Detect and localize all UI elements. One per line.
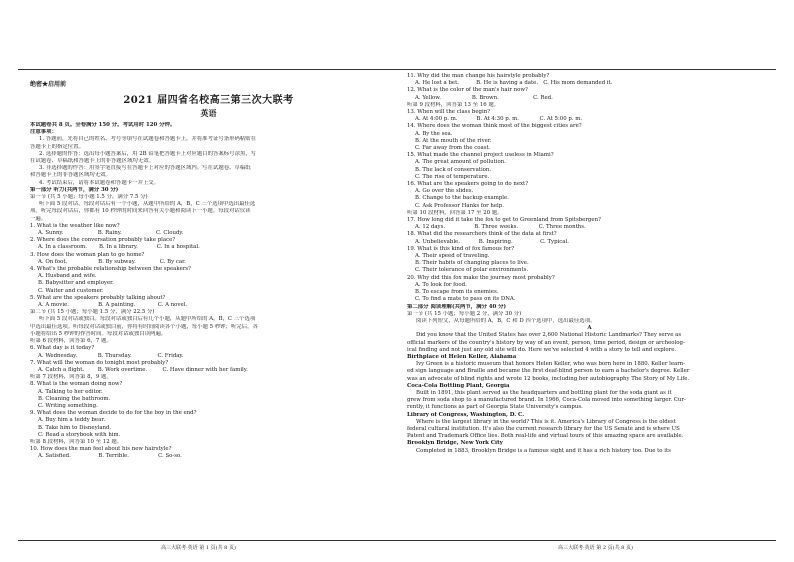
question-10-options: A. Satisfied. B. Terrible. C. So-so. bbox=[38, 453, 182, 460]
intro-line: 和答题卡上的非答题区域均无效。 bbox=[30, 172, 111, 179]
part2-directions: 阅读下列短文，从每题所给的 A，B，C 和 D 四个选项中，选出最佳选项。 bbox=[416, 317, 596, 324]
material-label: 听第 9 段材料，回答第 13 至 16 题。 bbox=[407, 101, 500, 108]
question-18: 18. What did the researchers think of the data at first? bbox=[407, 231, 557, 238]
question-19-option: A. Their speed of traveling. bbox=[415, 253, 490, 260]
passage-line: Where is the largest library in the world? This is it. America's Library of Congress is the oldest bbox=[416, 418, 676, 425]
question-2: 2. Where does the conversation probably take place? bbox=[30, 237, 176, 244]
part2-heading: 第二部分 阅读理解(共两节，满分 40 分) bbox=[407, 303, 507, 310]
question-2-options: A. In a classroom. B. In a library. C. In a hospital. bbox=[38, 244, 200, 251]
intro-line: 注意事项： bbox=[30, 129, 57, 136]
confidential-mark: 绝密★启用前 bbox=[30, 81, 67, 88]
material-label: 听第 6 段材料，回答第 6，7 题。 bbox=[30, 338, 112, 345]
intro-line: 本试题卷共 8 页。全卷满分 150 分。考试用时 120 分钟。 bbox=[30, 122, 176, 128]
question-11-options: A. He lost a bet. B. He is having a date. C. His mom demanded it. bbox=[415, 80, 613, 87]
intro-line: 3. 非选择题的作答：用签字笔直接写在答题卡上对应的答题区域内。写在试题卷、草稿纸 bbox=[39, 165, 251, 172]
question-4: 4. What's the probable relationship between the speakers? bbox=[30, 266, 192, 273]
question-1: 1. What is the weather like now? bbox=[30, 222, 120, 229]
passage-line: was an advocate of blind rights and wrote 12 books, including her autobiography The Story of My Life. bbox=[407, 375, 690, 382]
passage-line: rently, it functions as part of Georgia State University's campus. bbox=[407, 404, 583, 411]
question-20: 20. Why did this fox make the journey most probably? bbox=[407, 274, 555, 281]
question-9: 9. What does the woman decide to do for the boy in the end? bbox=[30, 410, 197, 417]
passage-label: A bbox=[587, 325, 592, 332]
part1-heading: 第一部分 听力(共两节，满分 30 分) bbox=[30, 186, 119, 193]
passage-line: Built in 1891, this plant served as the headquarters and bottling plant for the soda giant as it bbox=[416, 389, 672, 396]
passage-subheading: Brooklyn Bridge, New York City bbox=[407, 440, 503, 447]
section2-directions: 听下面 5 段对话或独白。每段对话或独白后有几个小题，从题中所给的 A，B，C 三个选项 bbox=[39, 316, 256, 323]
passage-subheading: Library of Congress, Washington, D. C. bbox=[407, 411, 525, 418]
question-8: 8. What is the woman doing now? bbox=[30, 381, 123, 388]
question-16-option: C. Ask Professor Hanks for help. bbox=[415, 202, 504, 209]
passage-line: federal cultural institution. It's also the current research library for the US Senate and is where US bbox=[407, 425, 680, 432]
page-footer-2: 高三大联考·英语 第 2 页(共 8 页) bbox=[558, 545, 633, 551]
passage-line: Patent and Trademark Office lies. Both real-life and virtual tours of this amazing space are available. bbox=[407, 433, 684, 440]
material-label: 听第 7 段材料，回答第 8，9 题。 bbox=[30, 374, 112, 381]
question-9-option: C. Read a storybook with him. bbox=[38, 431, 121, 438]
question-18-options: A. Unbelievable. B. Inspiring. C. Typical. bbox=[415, 238, 569, 245]
intro-line: 2. 选择题的作答：选出每小题答案后，用 2B 铅笔把答题卡上对应题目的答案标号涂黑，写 bbox=[39, 150, 257, 157]
question-16-option: A. Go over the slides. bbox=[415, 188, 474, 195]
question-7-options: A. Catch a flight. B. Work overtime. C. Have dinner with her family. bbox=[38, 366, 248, 373]
question-3: 3. How does the woman plan to go home? bbox=[30, 251, 145, 258]
question-1-options: A. Sunny. B. Rainy. C. Cloudy. bbox=[38, 230, 184, 237]
intro-line: 1. 答题前，先将自己的姓名、考号等填写在试题卷和答题卡上，并将准考证号条形码粘贴在 bbox=[39, 136, 257, 143]
question-13-options: A. At 4:00 p. m. B. At 4:30 p. m. C. At 5:00 p. m. bbox=[415, 116, 583, 123]
question-17-options: A. 12 days. B. Three weeks. C. Three months. bbox=[415, 224, 586, 231]
question-8-option: B. Cleaning the bathroom. bbox=[38, 395, 111, 402]
question-20-option: C. To find a mate to pass on its DNA. bbox=[415, 296, 516, 303]
question-6-options: A. Wednesday. B. Thursday. C. Friday. bbox=[38, 352, 184, 359]
section1-directions: 一遍。 bbox=[30, 215, 47, 222]
intro-line: 4. 考试结束后，请将本试题卷和答题卡一并上交。 bbox=[39, 179, 160, 186]
question-9-option: A. Buy him a teddy bear. bbox=[38, 417, 106, 424]
question-12-options: A. Yellow. B. Brown. C. Red. bbox=[415, 94, 553, 101]
question-14-option: A. By the sea. bbox=[415, 130, 453, 137]
question-20-option: B. To escape from its enemies. bbox=[415, 289, 499, 296]
question-16-option: B. Change to the backup example. bbox=[415, 195, 509, 202]
question-6: 6. What day is it today? bbox=[30, 345, 95, 352]
question-15-option: A. The great amount of pollution. bbox=[415, 159, 506, 166]
question-4-option: A. Husband and wife. bbox=[38, 273, 97, 280]
passage-line: ed sign language and Braille and became the first deaf-blind person to earn a bachelor's degree. Keller bbox=[407, 368, 690, 375]
section2-directions: 中选出最佳选项。听每段对话或独白前，你将有时间阅读各个小题，每小题 5 秒钟；听完后，各 bbox=[30, 323, 258, 330]
question-14-option: C. Far away from the coast. bbox=[415, 145, 491, 152]
intro-line: 答题卡上的指定位置。 bbox=[30, 143, 84, 150]
question-19-option: B. Their habits of changing places to live. bbox=[415, 260, 529, 267]
question-4-option: B. Babysitter and employer. bbox=[38, 280, 114, 287]
question-10: 10. How does the man feel about his new hairstyle? bbox=[30, 446, 172, 453]
intro-line: 在试题卷、草稿纸和答题卡上的非答题区域均无效。 bbox=[30, 158, 154, 165]
material-label: 听第 8 段材料，回答第 10 至 12 题。 bbox=[30, 438, 123, 445]
question-16: 16. What are the speakers going to do next? bbox=[407, 181, 529, 188]
section1-directions: 项。听完每段对话后，你都有 10 秒钟的时间来回答有关小题和阅读下一小题。每段对话仅读 bbox=[30, 208, 251, 215]
page-footer-1: 高三大联考·英语 第 1 页(共 8 页) bbox=[161, 545, 236, 551]
passage-line: Ivy Green is a historic museum that honors Helen Keller, who was born here in 1880. Keller learn- bbox=[416, 361, 686, 368]
question-14: 14. Where does the woman think most of the biggest cities are? bbox=[407, 123, 582, 130]
question-15-option: B. The lack of conservation. bbox=[415, 166, 492, 173]
question-17: 17. How long did it take the fox to get to Greenland from Spitsbergen? bbox=[407, 217, 601, 224]
part2-section1-heading: 第一节 (共 15 小题；每小题 2 分，满分 30 分) bbox=[407, 310, 522, 317]
question-11: 11. Why did the man change his hairstyle probably? bbox=[407, 73, 550, 79]
passage-line: Did you know that the United States has over 2,600 National Historic Landmarks? They serve as bbox=[416, 332, 682, 339]
question-20-option: A. To look for food. bbox=[415, 281, 467, 288]
section1-directions: 听下面 5 段对话。每段对话后有一个小题，从题中所给的 A，B，C 三个选项中选出最佳选 bbox=[39, 201, 256, 208]
question-9-option: B. Take him to Disneyland. bbox=[38, 424, 112, 431]
section1-heading: 第一节 (共 5 小题；每小题 1.5 分，满分 7.5 分) bbox=[30, 194, 148, 201]
exam-title: 2021 届四省名校高三第三次大联考 bbox=[123, 95, 294, 106]
right-page bbox=[397, 0, 794, 562]
passage-line: Completed in 1883, Brooklyn Bridge is a famous sight and it has a rich history too. Due to its bbox=[416, 447, 671, 454]
question-7: 7. What will the woman do tonight most probably? bbox=[30, 359, 169, 366]
question-12: 12. What is the color of the man's hair now? bbox=[407, 87, 528, 94]
passage-line: official markers of the country's history by way of an event, person, time period, design or archeolog- bbox=[407, 339, 685, 346]
material-label: 听第 10 段材料，回答第 17 至 20 题。 bbox=[407, 209, 503, 216]
question-19: 19. What is this kind of fox famous for? bbox=[407, 245, 515, 252]
question-4-option: C. Waiter and customer. bbox=[38, 287, 104, 294]
passage-line: ical finding and not just any old site will do. Here we've selected 4 with a story to tell and explore. bbox=[407, 346, 677, 353]
question-15: 15. What made the channel project useless in Miami? bbox=[407, 152, 554, 159]
question-5: 5. What are the speakers probably talking about? bbox=[30, 294, 166, 301]
question-13: 13. When will the class begin? bbox=[407, 109, 491, 116]
question-3-options: A. On foot. B. By subway. C. By car. bbox=[38, 258, 186, 265]
passage-subheading: Coca-Cola Bottling Plant, Georgia bbox=[407, 382, 510, 389]
subject-title: 英语 bbox=[200, 108, 217, 118]
question-15-option: C. The rise of temperature. bbox=[415, 173, 490, 180]
passage-line: grew from soda shop to a manufactured brand. In 1966, Coca-Cola moved into something larger. Cur- bbox=[407, 397, 686, 404]
section2-directions: 小题将给出 5 秒钟的作答时间。每段对话或独白读两遍。 bbox=[30, 330, 167, 337]
passage-subheading: Birthplace of Helen Keller, Alabama bbox=[407, 353, 517, 360]
section2-heading: 第二节 (共 15 小题；每小题 1.5 分，满分 22.5 分) bbox=[30, 309, 155, 316]
question-19-option: C. Their tolerance of polar environments. bbox=[415, 267, 529, 274]
question-8-option: A. Talking to her editor. bbox=[38, 388, 103, 395]
question-5-options: A. A movie. B. A painting. C. A novel. bbox=[38, 302, 188, 309]
question-14-option: B. At the mouth of the river. bbox=[415, 137, 492, 144]
question-8-option: C. Writing something. bbox=[38, 402, 98, 409]
